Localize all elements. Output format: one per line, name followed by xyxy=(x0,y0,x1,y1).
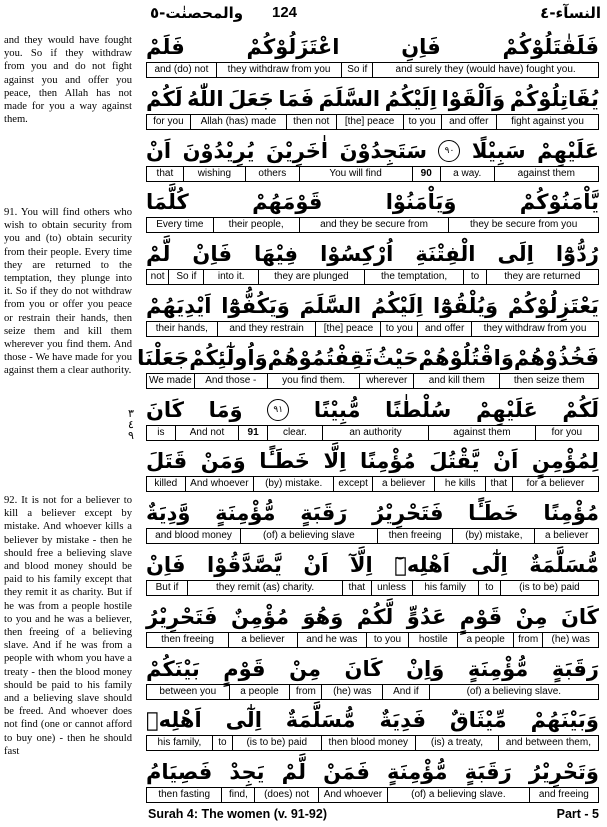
arabic-word: قَوْمَهُمْ xyxy=(252,190,323,215)
gloss-cell: And whoever xyxy=(185,477,253,491)
gloss-cell: (he) was xyxy=(542,633,598,647)
gloss-cell: between you xyxy=(159,685,217,697)
gloss-cell: into it. xyxy=(203,270,257,284)
arabic-word: اِلَّا xyxy=(323,449,347,474)
gloss-cell: a believer xyxy=(534,529,598,543)
arabic-word: اللّٰهُ xyxy=(187,86,224,111)
gloss-cell: So if xyxy=(341,63,372,77)
ayah-number-marker: ٩١ xyxy=(267,399,289,421)
arabic-word: عَلَيْهِمْ xyxy=(537,138,599,163)
gloss-cell: (does) not xyxy=(254,788,317,802)
gloss-cell: that xyxy=(156,167,174,179)
gloss-cell: find, xyxy=(221,788,254,802)
gloss-cell: and they restrain xyxy=(217,322,316,336)
gloss-cell: then seize them xyxy=(499,374,598,388)
gloss-cell: and freeing xyxy=(529,788,598,802)
gloss-cell: that xyxy=(342,581,370,595)
arabic-word: مُّسَلَّمَةٌ xyxy=(285,708,356,733)
ruku-marker: ٣ ٤ ٩ xyxy=(128,407,134,442)
gloss-cell: and he was xyxy=(297,633,366,647)
arabic-word: وَاَلْقَوْا xyxy=(441,86,506,111)
gloss-cell: 91 xyxy=(238,426,267,440)
arabic-word: اَنْ xyxy=(146,138,172,163)
arabic-word: اِلَيْكُمُ xyxy=(370,294,424,318)
gloss-cell: their people, xyxy=(213,218,299,232)
gloss-line xyxy=(146,373,599,389)
gloss-cell: and kill them xyxy=(413,374,499,388)
gloss-cell: (of) a believing slave xyxy=(240,529,377,543)
gloss-cell: wherever xyxy=(359,374,413,388)
gloss-cell: that xyxy=(485,477,512,491)
arabic-word: مِّيْثَاقٌ xyxy=(449,708,507,733)
gloss-cell: they remit (as) charity. xyxy=(187,581,342,595)
arabic-word: وَمَنْ xyxy=(200,449,246,474)
gloss-cell: they are returned xyxy=(486,270,598,284)
arabic-word: اِلَيْكُمُ xyxy=(384,86,438,111)
arabic-word: وَيَكُفُّوْٓا xyxy=(221,294,290,318)
gloss-cell: a people xyxy=(457,633,513,647)
gloss-cell: for you xyxy=(153,115,184,127)
gloss-cell: then blood money xyxy=(321,736,415,750)
gloss-cell: and blood money xyxy=(155,530,232,542)
gloss-cell: And not xyxy=(175,426,238,440)
gloss-cell: against them xyxy=(428,426,534,440)
arabic-word: مُّؤْمِنَةٍ xyxy=(215,501,276,526)
gloss-line xyxy=(146,217,599,233)
arabic-word: قَتَلَ xyxy=(146,449,188,474)
gloss-cell: others xyxy=(245,167,299,181)
gloss-line xyxy=(146,735,599,751)
arabic-word: لَّمْ xyxy=(281,760,307,785)
gloss-cell: (of) a believing slave. xyxy=(387,788,529,802)
gloss-line xyxy=(146,62,599,78)
footer-surah-info: Surah 4: The women (v. 91-92) xyxy=(148,807,327,821)
arabic-word: وَبَيْنَهُمْ xyxy=(530,708,599,733)
arabic-word: وَاُولٰٓئِكُمْ xyxy=(189,345,268,370)
arabic-word: مُؤْمِنٌ xyxy=(230,604,290,629)
gloss-cell: unless xyxy=(371,581,412,595)
arabic-word: وَيَاْمَنُوْا xyxy=(385,190,457,215)
gloss-cell: they be secure from you xyxy=(448,218,598,232)
arabic-word: ثَقِفْتُمُوْهُمْ xyxy=(267,345,373,370)
header-surah-name: النسآء-٤ xyxy=(540,4,601,22)
arabic-word: لَّمْ xyxy=(146,242,171,267)
gloss-cell: fight against you xyxy=(496,115,598,129)
gloss-cell: Every time xyxy=(156,219,204,231)
gloss-cell: (by) mistake, xyxy=(452,529,534,543)
arabic-word: مُّسَلَّمَةٌ xyxy=(529,553,599,577)
arabic-word: يَجِدْ xyxy=(229,760,265,785)
gloss-line xyxy=(146,269,599,285)
arabic-word: لِمُؤْمِنٍ xyxy=(531,449,599,474)
arabic-word: وَمَا xyxy=(208,397,243,422)
gloss-cell: [the] peace xyxy=(336,115,403,129)
arabic-word: مُؤْمِنًا xyxy=(543,501,599,526)
gloss-cell: they withdraw from you xyxy=(471,322,598,336)
gloss-cell: 90 xyxy=(412,167,440,181)
arabic-word: فَمَا xyxy=(278,86,315,111)
arabic-word: وَاِنْ xyxy=(406,656,445,681)
gloss-cell: to xyxy=(212,736,232,750)
arabic-word: سَبِيْلًا xyxy=(471,138,526,163)
arabic-word: جَعَلْنَا xyxy=(137,345,190,370)
header-juz-name: والمحصنٰت-٥ xyxy=(150,4,244,22)
gloss-line xyxy=(146,114,599,130)
gloss-cell: and between them, xyxy=(498,736,598,750)
gloss-cell: Allah (has) made xyxy=(190,115,286,129)
gloss-cell: (is to be) paid xyxy=(232,736,321,750)
gloss-cell: from xyxy=(289,685,321,699)
arabic-word: سُلْطٰنًا xyxy=(385,397,452,422)
arabic-word: مِنْ xyxy=(515,604,548,629)
gloss-cell: his family xyxy=(412,581,478,595)
gloss-cell: from xyxy=(513,633,542,647)
arabic-word: رَقَبَةٍ xyxy=(300,501,348,526)
arabic-word: اَهْلِهٖٓ xyxy=(394,553,450,577)
arabic-word: رُدُّوْٓا xyxy=(555,242,599,267)
gloss-cell: to you xyxy=(403,115,441,129)
gloss-line xyxy=(146,425,599,441)
arabic-word: فَمَنْ xyxy=(323,760,370,785)
gloss-cell: [the] peace xyxy=(315,322,380,336)
arabic-word: اعْتَزَلُوْكُمْ xyxy=(246,35,340,59)
gloss-cell: he kills xyxy=(434,477,485,491)
arabic-word: الْفِتْنَةِ xyxy=(415,242,476,267)
arabic-word: مُّؤْمِنَةٍ xyxy=(386,760,448,785)
gloss-cell: to xyxy=(478,581,500,595)
gloss-cell: except xyxy=(333,477,372,491)
arabic-word: يَّاْمَنُوْكُمْ xyxy=(519,190,599,215)
arabic-word: قَوْمٍ xyxy=(223,656,266,681)
gloss-cell: (is) a treaty, xyxy=(415,736,498,750)
arabic-word: كَانَ xyxy=(344,656,383,681)
gloss-line xyxy=(146,787,599,803)
arabic-word: فَتَحْرِيْرُ xyxy=(146,604,218,629)
arabic-word: فَاِنْ xyxy=(146,553,186,577)
gloss-cell: their hands, xyxy=(155,323,208,334)
gloss-cell: And if xyxy=(382,685,428,699)
arabic-word: السَّلَمَ xyxy=(318,86,381,111)
arabic-word: اِلَّآ xyxy=(349,553,373,577)
gloss-cell: for you xyxy=(535,426,598,440)
arabic-word: خَطَـًٔا xyxy=(468,501,519,526)
gloss-cell: a believer xyxy=(228,633,297,647)
gloss-line xyxy=(146,684,599,700)
gloss-cell: then freeing xyxy=(377,529,453,543)
arabic-word: فَصِيَامُ xyxy=(146,760,213,785)
gloss-cell: and offer xyxy=(441,115,496,129)
gloss-cell: So if xyxy=(168,270,203,284)
gloss-cell: they withdraw from you xyxy=(216,63,342,77)
arabic-word: فَاِنِ xyxy=(401,35,441,59)
gloss-cell: You will find xyxy=(299,167,412,181)
gloss-cell: a believer xyxy=(372,477,434,491)
gloss-cell: But if xyxy=(155,582,179,593)
arabic-word: يَّقْتُلَ xyxy=(429,449,480,474)
footer-part: Part - 5 xyxy=(556,807,599,821)
ayah-number-marker: ٩٠ xyxy=(438,140,460,162)
arabic-word: فَدِيَةٌ xyxy=(379,708,426,733)
arabic-word: لَكُمْ xyxy=(146,86,183,111)
gloss-cell: and offer xyxy=(417,322,471,336)
gloss-cell: then fasting xyxy=(158,789,211,801)
page-number: 124 xyxy=(272,4,298,21)
arabic-word: اَنْ xyxy=(493,449,519,474)
arabic-word: يُرِيْدُوْنَ xyxy=(182,138,255,163)
arabic-word: يُقَاتِلُوْكُمْ xyxy=(509,86,599,111)
arabic-word: اَيْدِيَهُمْ xyxy=(146,294,212,318)
arabic-word: وَهُوَ xyxy=(302,604,344,629)
gloss-cell: a way. xyxy=(440,167,494,181)
gloss-line xyxy=(146,476,599,492)
gloss-line xyxy=(146,321,599,337)
gloss-cell: then not xyxy=(286,115,336,129)
arabic-word: اَهْلِهٖ xyxy=(146,708,202,733)
arabic-word: لَكُمْ xyxy=(562,397,599,422)
arabic-word: مُؤْمِنًا xyxy=(359,449,416,474)
arabic-word: اِلَى xyxy=(497,242,534,267)
gloss-cell: to xyxy=(463,270,485,284)
gloss-cell: then freeing xyxy=(161,633,214,645)
gloss-cell: you find them. xyxy=(267,374,359,388)
arabic-word: قَوْمٍ xyxy=(459,604,503,629)
arabic-word: وَاقْتُلُوْهُمْ xyxy=(418,345,514,370)
arabic-word: بَيْنَكُمْ xyxy=(146,656,200,681)
translation-paragraph: and they would have fought you. So if they withdraw from you and do not fight against you and offer you peace, then Allah has not made for you a way against them. xyxy=(4,35,132,126)
gloss-cell: and (do) not xyxy=(154,64,209,75)
arabic-word: السَّلَمَ xyxy=(299,294,362,318)
arabic-word: كَانَ xyxy=(560,604,599,629)
gloss-cell: his family, xyxy=(157,737,202,749)
translation-paragraph: 91. You will find others who wish to obtain security from you and (to) obtain security from their people. Every time they are returned to the temptation, they plunge into it. So if they do not withdraw from you or offer you peace or restrain their hands, then seize them and kill them wherever you find them. And those - We have made for you against them a clear authority. xyxy=(4,207,132,377)
gloss-cell: (he) was xyxy=(321,685,382,699)
arabic-word: فَلَمْ xyxy=(146,35,185,59)
arabic-word: وَّدِيَةٌ xyxy=(146,501,191,526)
arabic-word: حَيْثُ xyxy=(372,345,419,370)
gloss-line xyxy=(146,580,599,596)
translation-paragraph: 92. It is not for a believer to kill a believer except by mistake. And whoever kills a believer by mistake - then he should free a believing slave and blood money should be paid to his family except that they remit it as charity. But if he was from a people hostile to you and he was a believer, then freeing of a believing slave. And if he was from a people with whom you have a treaty - then the blood money should be paid to his family and a believing slave should be freed. And whoever does not find (one or cannot afford to buy one) - then he should fast xyxy=(4,495,132,757)
gloss-cell: an authority xyxy=(322,426,428,440)
gloss-cell: for a believer xyxy=(512,477,598,491)
arabic-word: يَّصَّدَّقُوْا xyxy=(207,553,282,577)
gloss-cell: to you xyxy=(380,322,417,336)
gloss-cell: And whoever xyxy=(318,788,387,802)
arabic-word: مُّؤْمِنَةٍ xyxy=(467,656,529,681)
gloss-cell: and surely they (would have) fought you. xyxy=(372,63,598,77)
gloss-cell: against them xyxy=(494,167,598,181)
gloss-cell: (by) mistake. xyxy=(253,477,333,491)
gloss-cell: to you xyxy=(366,633,409,647)
arabic-word: جَعَلَ xyxy=(228,86,274,111)
gloss-line xyxy=(146,166,599,182)
gloss-line xyxy=(146,632,599,648)
arabic-word: فَلَقٰتَلُوْكُمْ xyxy=(502,35,599,59)
arabic-word: وَتَحْرِيْرُ xyxy=(528,760,599,785)
arabic-word: مِنْ xyxy=(289,656,321,681)
gloss-cell: and they be secure from xyxy=(299,218,449,232)
arabic-word: لَّكُمْ xyxy=(356,604,394,629)
arabic-word: وَيُلْقُوْٓا xyxy=(433,294,499,318)
arabic-word: رَقَبَةٍ xyxy=(551,656,599,681)
gloss-cell: the temptation, xyxy=(364,270,464,284)
arabic-word: اِلٰٓى xyxy=(471,553,508,577)
arabic-word: فَاِنْ xyxy=(192,242,232,267)
arabic-word: اَنْ xyxy=(303,553,329,577)
gloss-cell: clear. xyxy=(267,426,322,440)
gloss-cell: (is to be) paid xyxy=(500,581,598,595)
gloss-line xyxy=(146,528,599,544)
arabic-word: رَقَبَةٍ xyxy=(464,760,512,785)
gloss-cell: they are plunged xyxy=(258,270,364,284)
arabic-word: يَعْتَزِلُوْكُمْ xyxy=(507,294,599,318)
gloss-cell: killed xyxy=(154,478,178,490)
gloss-cell: a people xyxy=(229,685,290,699)
gloss-cell: is xyxy=(157,426,165,438)
arabic-word: اٰخَرِيْنَ xyxy=(265,138,329,163)
arabic-word: اُرْكِسُوْا xyxy=(320,242,394,267)
gloss-cell: (of) a believing slave. xyxy=(429,685,598,699)
arabic-word: عَدُوٍّ xyxy=(406,604,447,629)
arabic-word: مُّبِيْنًا xyxy=(313,397,361,422)
arabic-word: كَانَ xyxy=(146,397,185,422)
arabic-word: سَتَجِدُوْنَ xyxy=(339,138,428,163)
gloss-cell: not xyxy=(150,271,165,283)
arabic-word: فَتَحْرِيْرُ xyxy=(371,501,444,526)
arabic-word: كُلَّمَا xyxy=(146,190,189,215)
gloss-cell: And those - xyxy=(194,374,267,388)
arabic-word: فَخُذُوْهُمْ xyxy=(513,345,599,370)
gloss-cell: wishing xyxy=(183,167,245,181)
arabic-word: فِيْهَا xyxy=(253,242,299,267)
arabic-word: عَلَيْهِمْ xyxy=(475,397,538,422)
gloss-cell: We made xyxy=(149,374,192,386)
gloss-cell: hostile xyxy=(408,633,457,647)
arabic-word: اِلٰٓى xyxy=(225,708,262,733)
arabic-word: خَطَـًٔا xyxy=(259,449,310,474)
